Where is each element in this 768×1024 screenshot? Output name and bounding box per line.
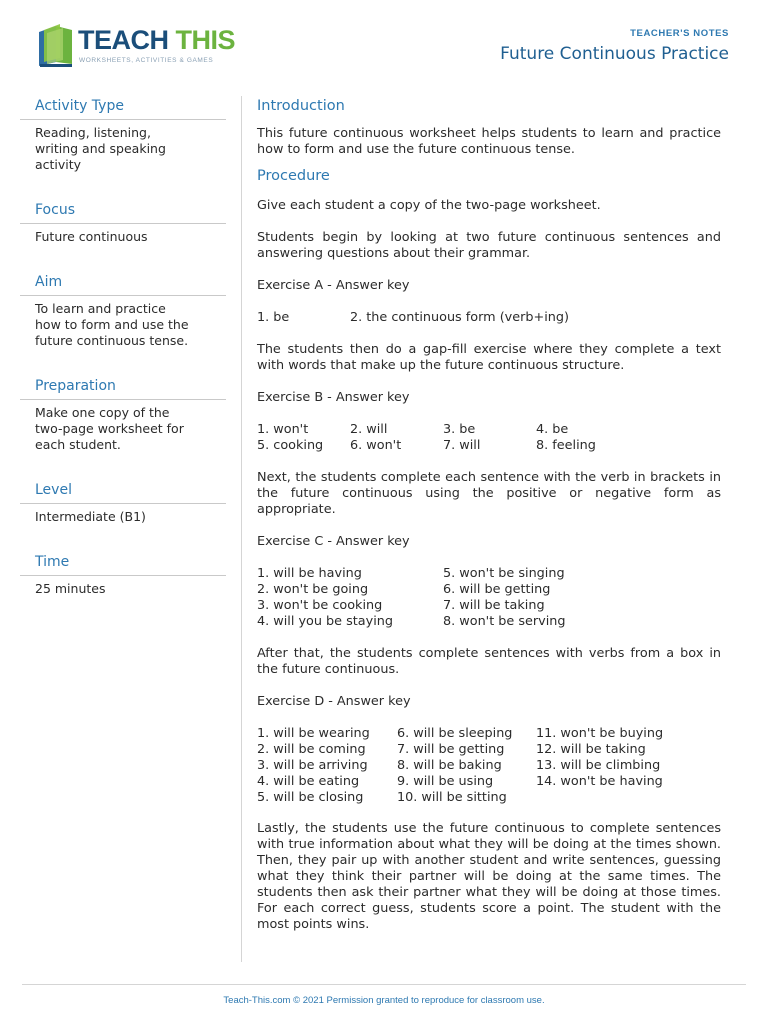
time-text: 25 minutes [35, 581, 106, 596]
footer-copyright: Teach-This.com © 2021 Permission granted to reproduce for classroom use. [223, 995, 545, 1006]
answer-row [257, 566, 721, 582]
answer-row [257, 790, 721, 806]
preparation-text: Make one copy of the two-page worksheet for each student. [35, 405, 184, 452]
answer-item: 8. will be baking [397, 758, 502, 773]
footer-divider [22, 984, 746, 985]
answer-item: 1. will be having [257, 566, 362, 581]
exercise-d-answers [257, 726, 721, 806]
answer-row [257, 774, 721, 790]
answer-row [257, 598, 721, 614]
activity-type-section [20, 96, 226, 200]
answer-item: 3. be [443, 422, 476, 437]
answer-item: 7. will be taking [443, 598, 545, 613]
answer-item: 4. be [536, 422, 569, 437]
aim-section [20, 272, 226, 376]
focus-section [20, 200, 226, 272]
preparation-section [20, 376, 226, 480]
procedure-paragraph-3: The students then do a gap-fill exercise where they complete a text with words that make up the future continuous structure. [257, 342, 721, 373]
procedure-paragraph-2: Students begin by looking at two future continuous sentences and answering questions about their grammar. [257, 230, 721, 261]
logo-tagline: WORKSHEETS, ACTIVITIES & GAMES [79, 57, 214, 64]
exercise-d-title: Exercise D - Answer key [257, 694, 411, 709]
page-header [0, 0, 768, 90]
time-heading: Time [20, 552, 226, 576]
teach-this-logo[interactable] [36, 24, 236, 70]
exercise-c-answers [257, 566, 721, 630]
book-icon [36, 24, 76, 68]
activity-type-heading: Activity Type [20, 96, 226, 120]
activity-type-text: Reading, listening, writing and speaking activity [35, 125, 166, 172]
answer-item: 2. the continuous form (verb+ing) [350, 310, 570, 325]
answer-item: 9. will be using [397, 774, 494, 789]
answer-item: 2. won't be going [257, 582, 369, 597]
aim-text: To learn and practice how to form and use the future continuous tense. [35, 301, 189, 348]
sidebar [20, 96, 226, 612]
exercise-c-title: Exercise C - Answer key [257, 534, 410, 549]
answer-row [257, 582, 721, 598]
answer-item: 5. won't be singing [443, 566, 565, 581]
answer-item: 14. won't be having [536, 774, 663, 789]
main-content [257, 96, 721, 933]
answer-item: 1. be [257, 310, 290, 325]
answer-item: 7. will [443, 438, 481, 453]
answer-item: 8. feeling [536, 438, 596, 453]
procedure-paragraph-6: Lastly, the students use the future continuous to complete sentences with true information about what they will be doing at the times shown. Then, they pair up with another student and write sentences, guessing what they think their partner will be doing at the same times. The students then ask their partner what they will be doing at those times. For each correct guess, students score a point. The student with the most points wins. [257, 821, 721, 932]
answer-item: 6. will be sleeping [397, 726, 513, 741]
answer-item: 7. will be getting [397, 742, 505, 757]
answer-item: 10. will be sitting [397, 790, 507, 805]
introduction-text: This future continuous worksheet helps students to learn and practice how to form and use the future continuous tense. [257, 126, 721, 157]
answer-row [257, 758, 721, 774]
teachers-notes-label: TEACHER'S NOTES [630, 28, 729, 39]
answer-item: 3. won't be cooking [257, 598, 383, 613]
answer-item: 4. will you be staying [257, 614, 394, 629]
level-heading: Level [20, 480, 226, 504]
preparation-heading: Preparation [20, 376, 226, 400]
answer-item: 6. will be getting [443, 582, 551, 597]
answer-row [257, 438, 721, 454]
time-section [20, 552, 226, 612]
answer-item: 6. won't [350, 438, 402, 453]
answer-row [257, 726, 721, 742]
page-title: Future Continuous Practice [500, 44, 729, 64]
exercise-a-title: Exercise A - Answer key [257, 278, 410, 293]
level-section [20, 480, 226, 552]
procedure-paragraph-5: After that, the students complete sentences with verbs from a box in the future continuous. [257, 646, 721, 677]
answer-item: 5. cooking [257, 438, 324, 453]
answer-item: 11. won't be buying [536, 726, 664, 741]
answer-item: 1. won't [257, 422, 309, 437]
answer-item: 13. will be climbing [536, 758, 661, 773]
answer-item: 3. will be arriving [257, 758, 368, 773]
introduction-heading: Introduction [257, 98, 345, 114]
aim-heading: Aim [20, 272, 226, 296]
answer-item: 2. will be coming [257, 742, 366, 757]
answer-item: 8. won't be serving [443, 614, 566, 629]
procedure-heading: Procedure [257, 168, 330, 184]
level-text: Intermediate (B1) [35, 509, 146, 524]
logo-wordmark: TEACH THIS [78, 25, 236, 55]
exercise-a-answers [257, 310, 721, 326]
focus-text: Future continuous [35, 229, 148, 244]
procedure-paragraph-4: Next, the students complete each sentence with the verb in brackets in the future continuous using the positive or negative form as appropriate. [257, 470, 721, 517]
answer-item: 5. will be closing [257, 790, 364, 805]
exercise-b-answers [257, 422, 721, 454]
exercise-b-title: Exercise B - Answer key [257, 390, 410, 405]
answer-item: 1. will be wearing [257, 726, 370, 741]
answer-item: 12. will be taking [536, 742, 646, 757]
answer-item: 4. will be eating [257, 774, 360, 789]
focus-heading: Focus [20, 200, 226, 224]
answer-row [257, 742, 721, 758]
answer-row [257, 422, 721, 438]
procedure-paragraph-1: Give each student a copy of the two-page worksheet. [257, 198, 601, 213]
answer-item: 2. will [350, 422, 388, 437]
column-divider [241, 96, 242, 962]
answer-row [257, 614, 721, 630]
